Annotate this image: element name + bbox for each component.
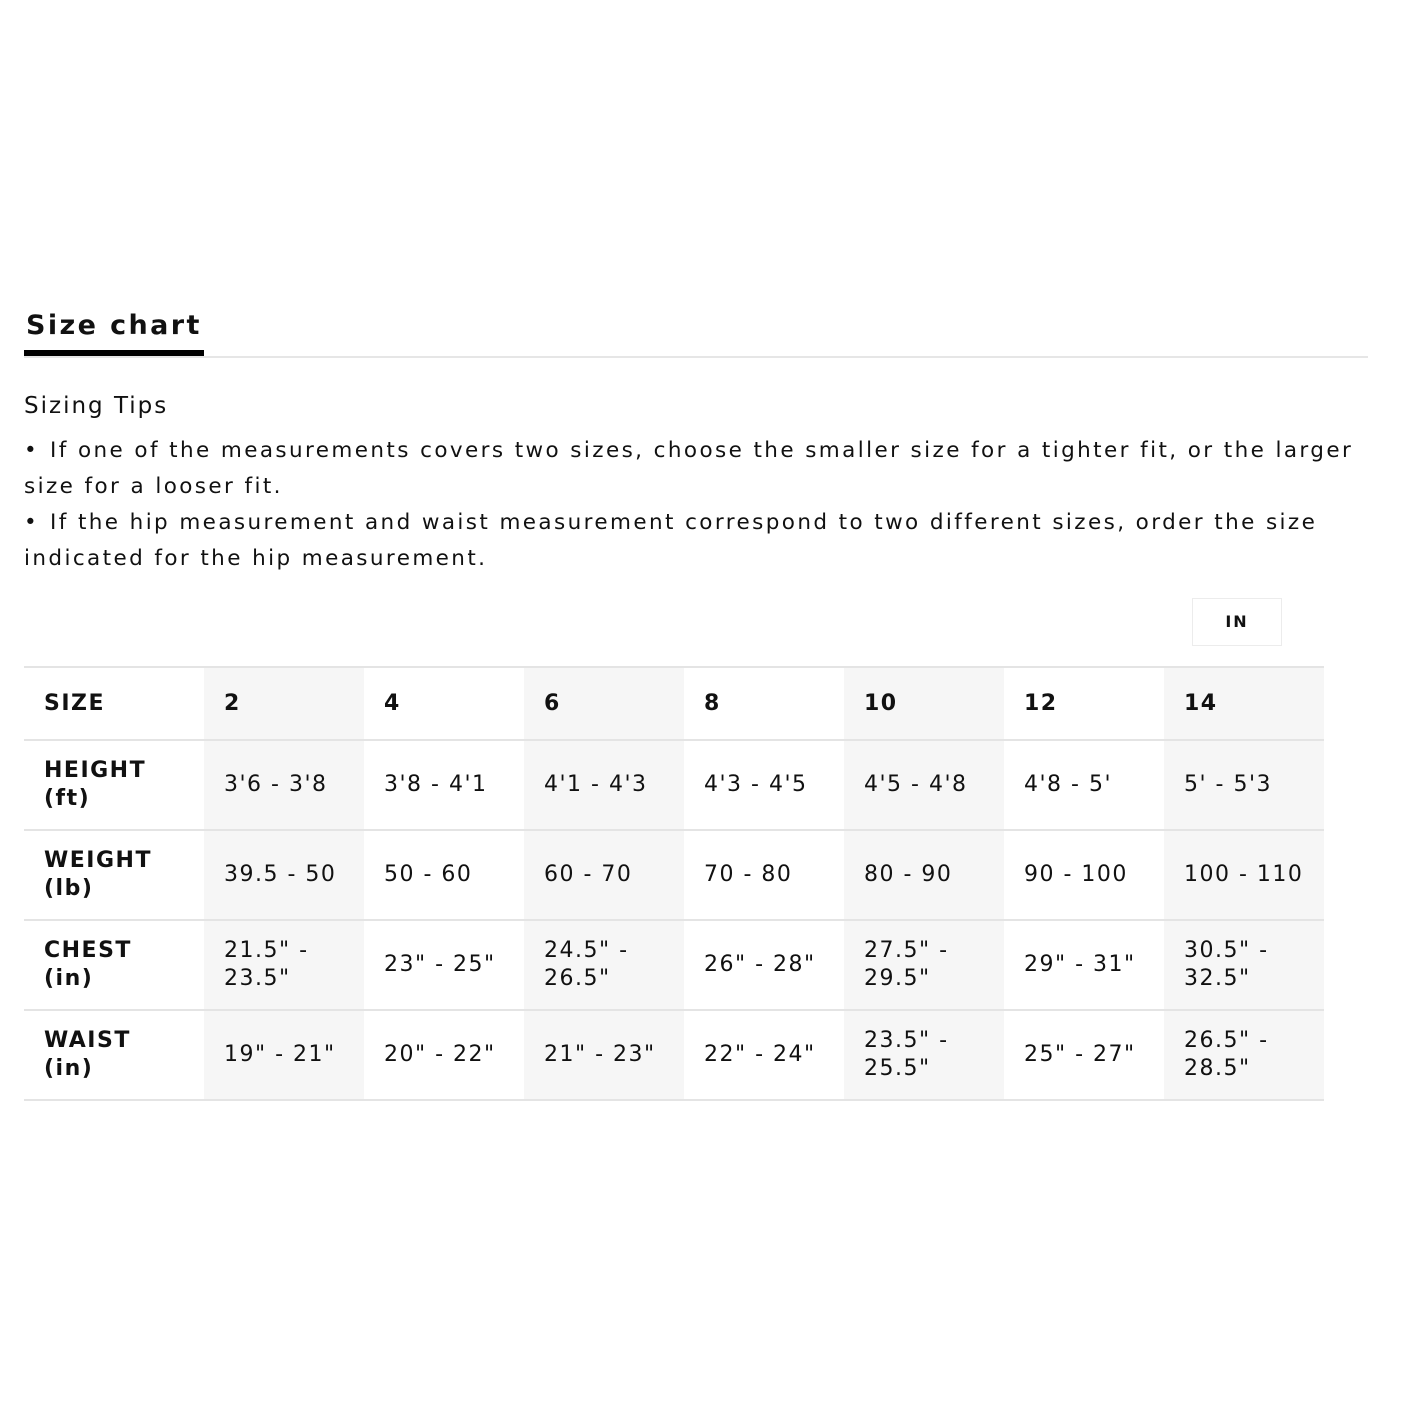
table-cell: 21.5" - 23.5" [204, 920, 364, 1010]
row-unit: (ft) [44, 786, 91, 811]
sizing-tip: • If the hip measurement and waist measurement correspond to two different sizes, order the size indicated for the hip measurement. [24, 505, 1376, 577]
sizing-tips-list [24, 433, 1376, 577]
table-cell: 21" - 23" [524, 1010, 684, 1100]
table-cell: 3'8 - 4'1 [364, 740, 524, 830]
table-cell: 60 - 70 [524, 830, 684, 920]
table-cell: 26" - 28" [684, 920, 844, 1010]
table-cell: 25" - 27" [1004, 1010, 1164, 1100]
table-row-waist [24, 1010, 1324, 1100]
row-header-waist [24, 1010, 204, 1100]
table-row-chest [24, 920, 1324, 1010]
size-column-header: 12 [1004, 667, 1164, 740]
table-cell: 30.5" - 32.5" [1164, 920, 1324, 1010]
row-label: WEIGHT [44, 848, 152, 873]
table-cell: 4'3 - 4'5 [684, 740, 844, 830]
table-cell: 90 - 100 [1004, 830, 1164, 920]
table-header-row [24, 667, 1324, 740]
table-cell: 26.5" - 28.5" [1164, 1010, 1324, 1100]
size-column-header: 10 [844, 667, 1004, 740]
row-header-height [24, 740, 204, 830]
size-column-header: 4 [364, 667, 524, 740]
size-header-label: SIZE [24, 667, 204, 740]
sizing-tip: • If one of the measurements covers two sizes, choose the smaller size for a tighter fit, or the larger size for a looser fit. [24, 433, 1376, 505]
row-label: WAIST [44, 1028, 131, 1053]
table-cell: 20" - 22" [364, 1010, 524, 1100]
table-cell: 4'1 - 4'3 [524, 740, 684, 830]
table-cell: 19" - 21" [204, 1010, 364, 1100]
row-header-weight [24, 830, 204, 920]
tab-size-chart[interactable]: Size chart [24, 306, 204, 356]
table-cell: 29" - 31" [1004, 920, 1164, 1010]
size-chart-table [24, 666, 1324, 1101]
table-row-height [24, 740, 1324, 830]
table-cell: 70 - 80 [684, 830, 844, 920]
size-column-header: 14 [1164, 667, 1324, 740]
table-cell: 4'5 - 4'8 [844, 740, 1004, 830]
table-cell: 80 - 90 [844, 830, 1004, 920]
size-column-header: 2 [204, 667, 364, 740]
table-cell: 23" - 25" [364, 920, 524, 1010]
table-cell: 22" - 24" [684, 1010, 844, 1100]
table-cell: 23.5" - 25.5" [844, 1010, 1004, 1100]
table-cell: 100 - 110 [1164, 830, 1324, 920]
table-cell: 24.5" - 26.5" [524, 920, 684, 1010]
unit-toggle-in-button[interactable]: IN [1192, 598, 1282, 646]
row-label: HEIGHT [44, 758, 147, 783]
sizing-tips-heading: Sizing Tips [24, 393, 169, 419]
table-cell: 39.5 - 50 [204, 830, 364, 920]
row-unit: (in) [44, 1056, 94, 1081]
size-column-header: 8 [684, 667, 844, 740]
table-cell: 3'6 - 3'8 [204, 740, 364, 830]
tab-bar [24, 306, 1368, 358]
table-cell: 50 - 60 [364, 830, 524, 920]
size-column-header: 6 [524, 667, 684, 740]
table-cell: 27.5" - 29.5" [844, 920, 1004, 1010]
row-header-chest [24, 920, 204, 1010]
table-cell: 4'8 - 5' [1004, 740, 1164, 830]
row-unit: (in) [44, 966, 94, 991]
table-row-weight [24, 830, 1324, 920]
row-label: CHEST [44, 938, 132, 963]
row-unit: (lb) [44, 876, 94, 901]
table-cell: 5' - 5'3 [1164, 740, 1324, 830]
